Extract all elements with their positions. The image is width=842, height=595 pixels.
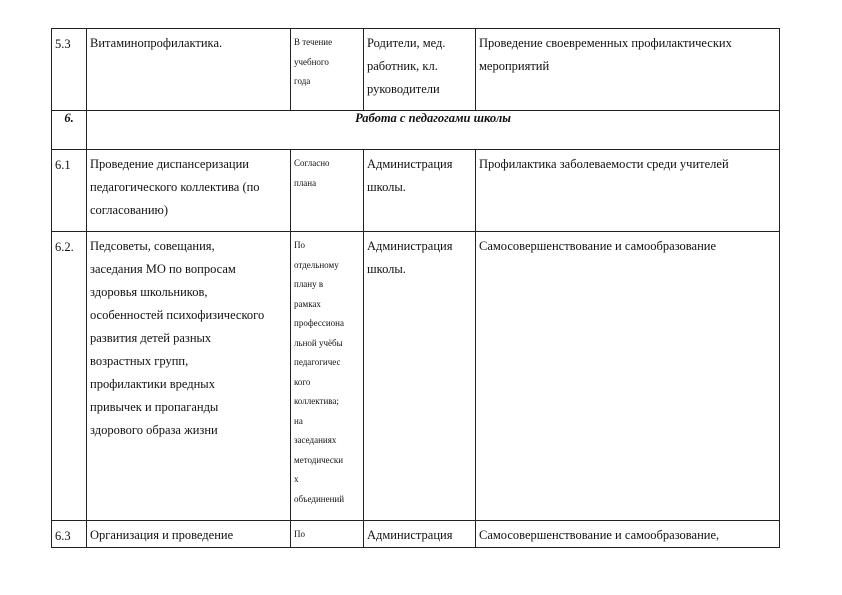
activity-term: По bbox=[291, 521, 364, 548]
row-number: 5.3 bbox=[52, 29, 87, 111]
activity-title: Проведение диспансеризации педагогического коллектива (по согласованию) bbox=[87, 150, 291, 232]
table-row bbox=[52, 521, 780, 548]
activity-term: По отдельному плану в рамках профессиона льной учёбы педагогичес кого коллектива; на заседаниях методически х объединений bbox=[291, 232, 364, 521]
table-row bbox=[52, 150, 780, 232]
section-title: Работа с педагогами школы bbox=[87, 111, 780, 150]
activity-title: Витаминопрофилактика. bbox=[87, 29, 291, 111]
section-number: 6. bbox=[52, 111, 87, 150]
activity-goal: Профилактика заболеваемости среди учителей bbox=[476, 150, 780, 232]
table-row bbox=[52, 232, 780, 521]
activity-responsible: Администрация школы. bbox=[364, 232, 476, 521]
table-row bbox=[52, 29, 780, 111]
activity-responsible: Администрация школы. bbox=[364, 150, 476, 232]
activity-responsible: Родители, мед. работник, кл. руководители bbox=[364, 29, 476, 111]
activity-goal: Самосовершенствование и самообразование, bbox=[476, 521, 780, 548]
activity-term: В течение учебного года bbox=[291, 29, 364, 111]
activity-responsible: Администрация bbox=[364, 521, 476, 548]
row-number: 6.3 bbox=[52, 521, 87, 548]
activity-title: Организация и проведение bbox=[87, 521, 291, 548]
activity-term: Согласно плана bbox=[291, 150, 364, 232]
row-number: 6.2. bbox=[52, 232, 87, 521]
activity-title: Педсоветы, совещания, заседания МО по вопросам здоровья школьников, особенностей психофизического развития детей разных возрастных групп, профилактики вредных привычек и пропаганды здорового образа жизни bbox=[87, 232, 291, 521]
activity-goal: Самосовершенствование и самообразование bbox=[476, 232, 780, 521]
activity-goal: Проведение своевременных профилактических мероприятий bbox=[476, 29, 780, 111]
row-number: 6.1 bbox=[52, 150, 87, 232]
section-row bbox=[52, 111, 780, 150]
health-plan-table bbox=[51, 28, 780, 548]
